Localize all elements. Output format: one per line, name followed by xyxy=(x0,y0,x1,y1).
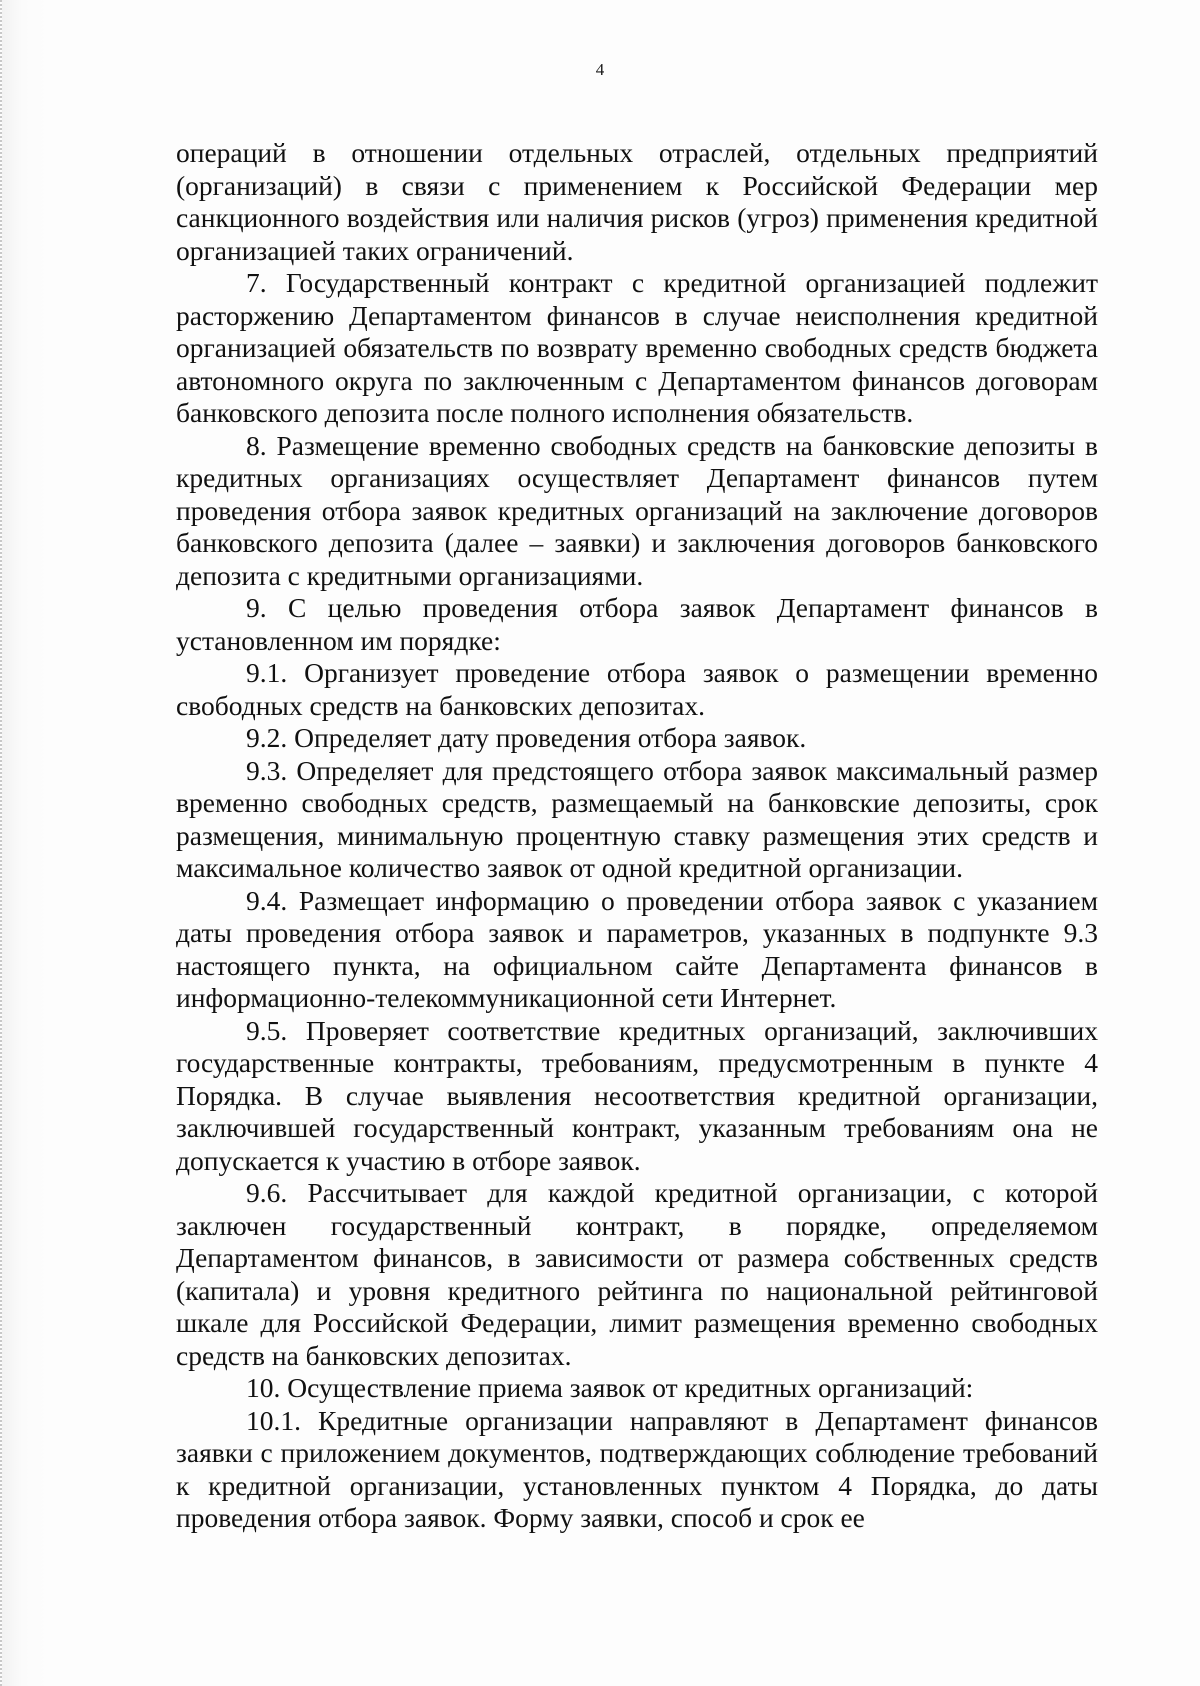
page-number: 4 xyxy=(595,60,605,79)
paragraph-continuation: операций в отношении отдельных отраслей, отдельных предприятий (организаций) в связи с применением к Российской Федерации мер санкционного воздействия или наличия рисков (угроз) применения кредитной организацией таких ограничений. xyxy=(176,137,1098,266)
paragraph-item-7: 7. Государственный контракт с кредитной организацией подлежит расторжению Департаментом финансов в случае неисполнения кредитной организацией обязательств по возврату временно свободных средств бюджета автономного округа по заключенным с Департаментом финансов договорам банковского депозита после полного исполнения обязательств. xyxy=(176,267,1098,428)
paragraph-item-9-3: 9.3. Определяет для предстоящего отбора заявок максимальный размер временно свободных средств, размещаемый на банковские депозиты, срок размещения, минимальную процентную ставку размещения этих средств и максимальное количество заявок от одной кредитной организации. xyxy=(176,754,1098,883)
scan-edge xyxy=(0,0,46,1686)
paragraph-item-9-5: 9.5. Проверяет соответствие кредитных организаций, заключивших государственные контракты, требованиям, предусмотренным в пункте 4 Порядка. В случае выявления несоответствия кредитной организации, заключившей государственный контракт, указанным требованиям она не допускается к участию в отборе заявок. xyxy=(176,1014,1098,1176)
paragraph-item-10: 10. Осуществление приема заявок от кредитных организаций: xyxy=(246,1372,974,1403)
paragraph-item-10-1: 10.1. Кредитные организации направляют в Департамент финансов заявки с приложением документов, подтверждающих соблюдение требований к кредитной организации, установленных пунктом 4 Порядка, до даты проведения отбора заявок. Форму заявки, способ и срок ее xyxy=(176,1404,1098,1533)
paragraph-item-9-4: 9.4. Размещает информацию о проведении отбора заявок с указанием даты проведения отбора заявок и параметров, указанных в подпункте 9.3 настоящего пункта, на официальном сайте Департамента финансов в информационно-телекоммуникационной сети Интернет. xyxy=(176,884,1098,1013)
paragraph-item-9-1: 9.1. Организует проведение отбора заявок о размещении временно свободных средств на банковских депозитах. xyxy=(176,657,1098,721)
paragraph-item-9: 9. С целью проведения отбора заявок Департамент финансов в установленном им порядке: xyxy=(176,592,1098,656)
document-body xyxy=(176,137,1098,1535)
paragraph-item-8: 8. Размещение временно свободных средств на банковские депозиты в кредитных организациях осуществляет Департамент финансов путем проведения отбора заявок кредитных организаций на заключение договоров банковского депозита (далее – заявки) и заключения договоров банковского депозита с кредитными организациями. xyxy=(176,429,1098,591)
paragraph-item-9-2: 9.2. Определяет дату проведения отбора заявок. xyxy=(246,722,807,753)
paragraph-item-9-6: 9.6. Рассчитывает для каждой кредитной организации, с которой заключен государственный контракт, в порядке, определяемом Департаментом финансов, в зависимости от размера собственных средств (капитала) и уровня кредитного рейтинга по национальной рейтинговой шкале для Российской Федерации, лимит размещения временно свободных средств на банковских депозитах. xyxy=(176,1177,1098,1371)
